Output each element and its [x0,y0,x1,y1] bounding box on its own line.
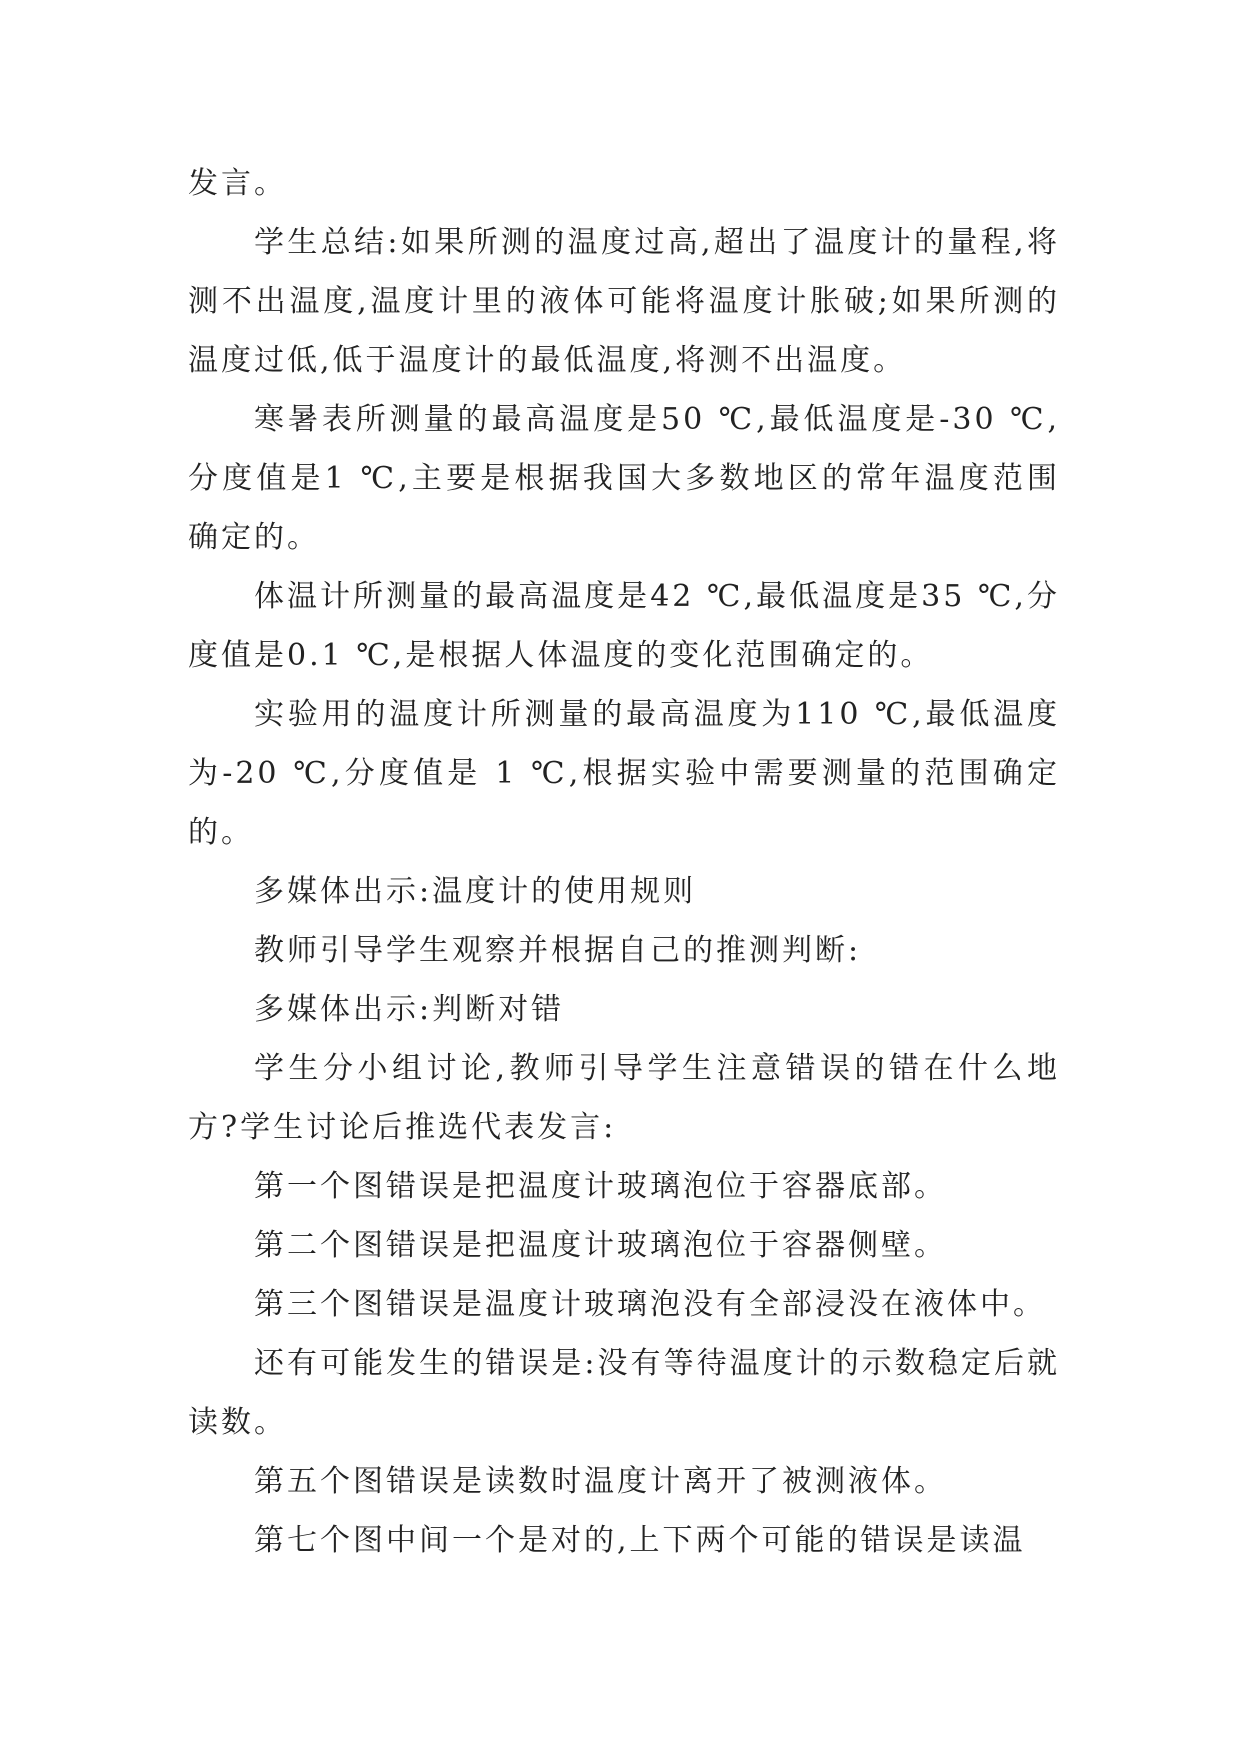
paragraph-14: 第五个图错误是读数时温度计离开了被测液体。 [254,1464,947,1499]
paragraph-3: 寒暑表所测量的最高温度是50 ℃,最低温度是-30 ℃,分度值是1 ℃,主要是根据我国大多数地区的常年温度范围确定的。 [188,402,1060,555]
paragraph-10: 第一个图错误是把温度计玻璃泡位于容器底部。 [254,1169,947,1204]
paragraph-13: 还有可能发生的错误是:没有等待温度计的示数稳定后就读数。 [188,1346,1060,1440]
paragraph-5: 实验用的温度计所测量的最高温度为110 ℃,最低温度为-20 ℃,分度值是 1 ℃,根据实验中需要测量的范围确定的。 [188,697,1060,850]
paragraph-12: 第三个图错误是温度计玻璃泡没有全部浸没在液体中。 [254,1287,1046,1322]
paragraph-7: 教师引导学生观察并根据自己的推测判断: [254,933,862,968]
paragraph-1: 发言。 [188,166,287,201]
paragraph-2: 学生总结:如果所测的温度过高,超出了温度计的量程,将测不出温度,温度计里的液体可能将温度计胀破;如果所测的温度过低,低于温度计的最低温度,将测不出温度。 [188,225,1060,378]
paragraph-4: 体温计所测量的最高温度是42 ℃,最低温度是35 ℃,分度值是0.1 ℃,是根据人体温度的变化范围确定的。 [188,579,1060,673]
paragraph-11: 第二个图错误是把温度计玻璃泡位于容器侧壁。 [254,1228,947,1263]
paragraph-15: 第七个图中间一个是对的,上下两个可能的错误是读温 [254,1523,1026,1558]
document-body [188,154,1060,1570]
paragraph-8: 多媒体出示:判断对错 [254,992,565,1027]
paragraph-6: 多媒体出示:温度计的使用规则 [254,874,697,909]
paragraph-9: 学生分小组讨论,教师引导学生注意错误的错在什么地方?学生讨论后推选代表发言: [188,1051,1060,1145]
